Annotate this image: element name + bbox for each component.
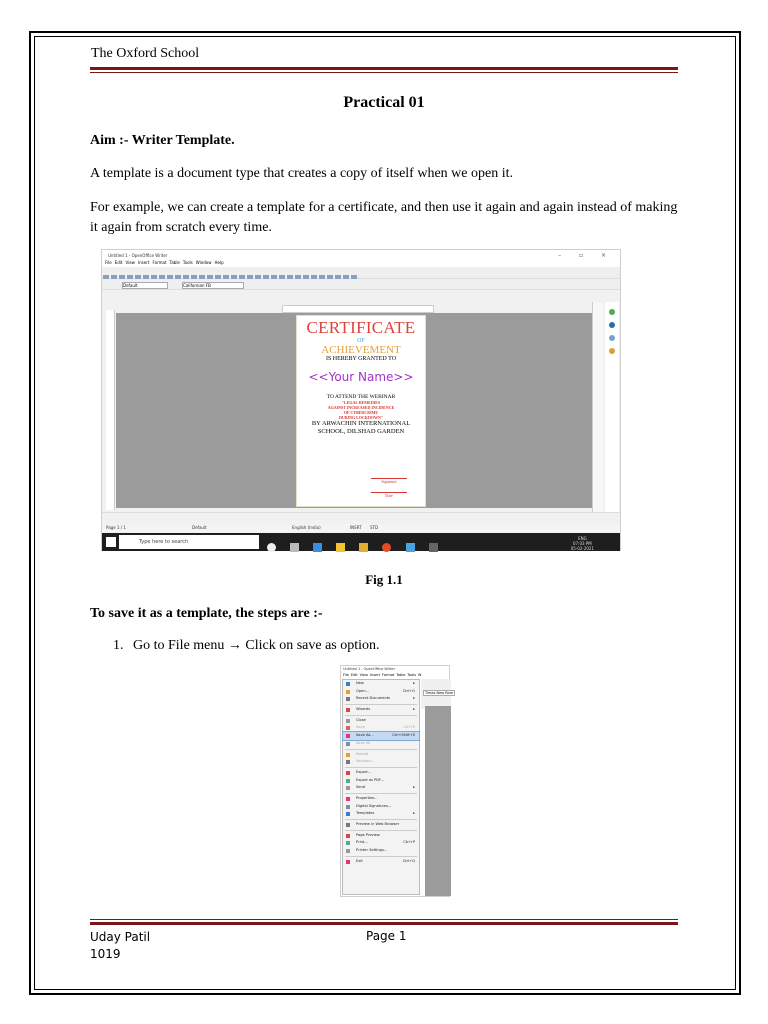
file-menu-item[interactable] — [343, 695, 419, 703]
menu-item-label: Print... — [356, 840, 368, 845]
menu2-view[interactable]: View — [359, 673, 368, 677]
font-name-box: Californian FB — [182, 282, 244, 289]
menu-separator — [345, 793, 417, 794]
menu-item-icon — [346, 726, 350, 730]
cortana-icon — [267, 543, 276, 552]
menu-item-icon — [346, 779, 350, 783]
menu-file[interactable]: File — [105, 260, 112, 265]
file-menu-item[interactable] — [343, 858, 419, 866]
edge-icon — [313, 543, 322, 552]
gallery-icon — [609, 335, 615, 341]
windows-start-icon — [106, 537, 116, 547]
menu-item-label: Versions... — [356, 759, 375, 764]
file-menu-item[interactable] — [343, 740, 419, 748]
menu-item-shortcut: ▸ — [413, 811, 415, 816]
menu2-insert[interactable]: Insert — [369, 673, 380, 677]
file-menu-item[interactable] — [343, 795, 419, 803]
menu-view[interactable]: View — [125, 260, 135, 265]
menu-item-icon — [346, 697, 350, 701]
document-background-2 — [425, 706, 451, 896]
cert-organizer-1: BY ARWACHIN INTERNATIONAL — [311, 420, 411, 427]
navigator-icon — [609, 322, 615, 328]
cert-signature-label: Signature — [371, 478, 407, 484]
file-menu-item[interactable] — [343, 732, 419, 740]
cert-attend: TO ATTEND THE WEBINAR — [326, 394, 396, 400]
menu-table[interactable]: Table — [169, 260, 180, 265]
menu-item-icon — [346, 682, 350, 686]
menu-item-label: Save All — [356, 740, 371, 745]
intro-paragraph: A template is a document type that creates a copy of itself when we open it. — [90, 166, 513, 181]
menu-item-label: Close — [356, 717, 366, 722]
menu-item-label: Printer Settings... — [356, 848, 388, 853]
menu-item-label: Wizards — [356, 707, 371, 712]
formatting-toolbar — [102, 279, 620, 290]
menu-item-label: Page Preview — [356, 832, 380, 837]
file-menu-item[interactable] — [343, 717, 419, 725]
page-title: Practical 01 — [343, 94, 425, 111]
footer-page-number: Page 1 — [366, 929, 407, 943]
menu-separator — [345, 819, 417, 820]
file-menu-item[interactable] — [343, 784, 419, 792]
taskbar-date: 05-02-2021 — [570, 546, 594, 551]
menu-item-shortcut: ▸ — [413, 785, 415, 790]
cert-title: CERTIFICATE — [306, 318, 416, 337]
menu-item-shortcut: Ctrl+Q — [402, 858, 415, 863]
file-menu-item[interactable] — [343, 832, 419, 840]
taskbar-search-placeholder: Type here to search — [139, 539, 189, 545]
menu-item-shortcut: ▸ — [413, 681, 415, 685]
file-menu-item[interactable] — [343, 758, 419, 766]
menu-item-label: Export... — [356, 769, 372, 774]
header-school-name: The Oxford School — [91, 46, 200, 61]
cert-organizer-2: SCHOOL, DILSHAD GARDEN — [317, 428, 405, 435]
menu-separator — [345, 704, 417, 705]
menu-item-icon — [346, 719, 350, 723]
vertical-ruler — [106, 310, 115, 510]
cert-topic-4: DURING LOCKDOWN" — [338, 415, 384, 420]
menu-item-icon — [346, 708, 350, 712]
file-menu-item[interactable] — [343, 821, 419, 829]
menu-separator — [345, 749, 417, 750]
footer-name: Uday Patil — [90, 930, 151, 944]
styles-icon — [609, 309, 615, 315]
figure-caption: Fig 1.1 — [365, 572, 403, 587]
menu-item-icon — [346, 771, 350, 775]
file-menu-item[interactable] — [343, 803, 419, 811]
menu-item-icon — [346, 742, 350, 746]
footer-rule-thin — [90, 919, 678, 920]
cert-date-label: Date — [371, 492, 407, 498]
menu-item-icon — [346, 797, 350, 801]
font-name-box-2: Times New Rom — [425, 691, 454, 695]
chrome-icon — [382, 543, 391, 552]
steps-heading: To save it as a template, the steps are :- — [90, 606, 323, 621]
taskbar-time: 07:03 PM — [573, 541, 592, 546]
menu-format[interactable]: Format — [152, 260, 167, 265]
cert-achievement: ACHIEVEMENT — [321, 344, 401, 356]
status-page: Page 1 / 1 — [106, 525, 126, 530]
menu-item-label: Send — [356, 785, 366, 790]
status-bar — [102, 524, 620, 532]
windows-taskbar — [102, 533, 620, 551]
store-icon — [359, 543, 368, 552]
footer-author — [90, 929, 150, 963]
scrollbar — [592, 302, 603, 512]
openoffice-icon — [406, 543, 415, 552]
sidebar-panel — [605, 302, 619, 512]
menu2-table[interactable]: Table — [396, 673, 406, 677]
status-std: STD — [370, 525, 379, 530]
menu-help[interactable]: Help — [214, 260, 224, 265]
task-view-icon — [290, 543, 299, 552]
step-1-number: 1. — [113, 638, 124, 653]
file-menu-item[interactable] — [343, 810, 419, 818]
file-menu-item[interactable] — [343, 724, 419, 732]
menu2-file[interactable]: File — [343, 673, 349, 677]
cert-topic-2: AGAINST INCREASED INCIDENCE — [327, 405, 395, 410]
menu-item-label: New — [356, 681, 364, 685]
status-style: Default — [192, 525, 207, 530]
paragraph-style-box: Default — [122, 282, 168, 289]
file-menu-item[interactable] — [343, 688, 419, 696]
aim-heading: Aim :- Writer Template. — [90, 133, 235, 148]
file-menu-item[interactable] — [343, 680, 419, 688]
footer-roll: 1019 — [90, 947, 121, 961]
menu-item-icon — [346, 753, 350, 757]
window-title: Untitled 1 - OpenOffice Writer — [108, 253, 168, 258]
menu-item-label: Open... — [356, 688, 370, 693]
menu2-tools[interactable]: Tools — [407, 673, 417, 677]
footer-rule-thick — [90, 922, 678, 925]
menu-item-shortcut: Ctrl+P — [403, 840, 415, 845]
file-menu-item[interactable] — [343, 706, 419, 714]
step-1-text: Go to File menu → Click on save as option. — [133, 638, 380, 653]
explorer-icon — [336, 543, 345, 552]
menu2-edit[interactable]: Edit — [350, 673, 358, 677]
menu-item-label: Save — [356, 725, 365, 730]
header-rule-thin — [90, 72, 678, 73]
menu-item-label: Templates — [356, 811, 375, 816]
menu-item-label: Recent Documents — [356, 696, 391, 701]
menu-item-icon — [346, 841, 350, 845]
ruler — [282, 305, 434, 313]
status-language: English (India) — [292, 525, 321, 530]
certificate-page — [296, 315, 426, 507]
step-1 — [113, 638, 380, 654]
menu-item-icon — [346, 834, 350, 838]
menu-bar-2 — [343, 673, 424, 677]
window-controls: – ▫ × — [558, 252, 614, 259]
menu-item-shortcut: Ctrl+O — [402, 688, 415, 693]
menu-item-icon — [346, 690, 350, 694]
menu-item-icon — [346, 760, 350, 764]
menu-item-label: Properties... — [356, 795, 378, 800]
menu-item-icon — [346, 823, 350, 827]
writer-task-icon — [429, 543, 438, 552]
menu-separator — [345, 715, 417, 716]
cert-of: OF — [357, 338, 365, 344]
menu-item-shortcut: Ctrl+S — [403, 725, 415, 730]
window-titlebar — [102, 250, 620, 260]
menu-item-icon — [346, 786, 350, 790]
cert-granted: IS HEREBY GRANTED TO — [325, 356, 397, 362]
menu-window[interactable]: Window — [195, 260, 212, 265]
menu-item-shortcut: ▸ — [413, 696, 415, 701]
taskbar-lang: ENG — [578, 536, 587, 541]
menu2-w[interactable]: W — [418, 673, 422, 677]
menu-item-icon — [346, 849, 350, 853]
menu-item-icon — [346, 805, 350, 809]
menu-separator — [345, 856, 417, 857]
file-menu-item[interactable] — [343, 847, 419, 855]
header-rule-thick — [90, 67, 678, 70]
menu-separator — [345, 830, 417, 831]
menu-item-shortcut: ▸ — [413, 707, 415, 712]
figure-writer-screenshot — [101, 249, 621, 551]
menu-item-icon — [346, 734, 350, 738]
drawing-toolbar — [102, 512, 620, 523]
functions-icon — [609, 348, 615, 354]
status-mode: INSRT — [350, 525, 362, 530]
menu-item-label: Exit — [356, 858, 363, 863]
menu-item-icon — [346, 812, 350, 816]
menu-item-label: Reload — [356, 751, 369, 756]
menu-bar — [102, 260, 620, 267]
figure-file-menu-screenshot — [340, 665, 454, 897]
menu-tools[interactable]: Tools — [182, 260, 193, 265]
cert-topic-1: "LEGAL REMEDIES — [341, 400, 381, 405]
menu-item-label: Digital Signatures... — [356, 803, 392, 808]
menu-separator — [345, 767, 417, 768]
file-menu-item[interactable] — [343, 769, 419, 777]
file-menu-dropdown — [342, 679, 420, 895]
menu-item-icon — [346, 860, 350, 864]
example-paragraph: For example, we can create a template for a certificate, and then use it again and again instead of making it again from scratch every time. — [90, 200, 678, 235]
menu-edit[interactable]: Edit — [114, 260, 123, 265]
taskbar-app-icons — [267, 537, 447, 556]
menu-item-shortcut: Ctrl+Shift+S — [392, 733, 415, 738]
cert-name-placeholder: <<Your Name>> — [308, 370, 414, 384]
window-title-2: Untitled 1 - OpenOffice Writer — [343, 667, 396, 671]
cert-topic-3: OF CYBERCRIME — [343, 410, 379, 415]
file-menu-item[interactable] — [343, 839, 419, 847]
menu-item-label: Save As... — [356, 733, 374, 738]
taskbar-search — [119, 535, 259, 549]
file-menu-item[interactable] — [343, 751, 419, 759]
taskbar-clock — [571, 536, 594, 551]
menu-insert[interactable]: Insert — [137, 260, 150, 265]
file-menu-item[interactable] — [343, 777, 419, 785]
standard-toolbar — [102, 268, 620, 279]
menu-item-label: Export as PDF... — [356, 777, 384, 782]
menu-item-label: Preview in Web Browser — [356, 822, 400, 826]
menu2-format[interactable]: Format — [382, 673, 395, 677]
